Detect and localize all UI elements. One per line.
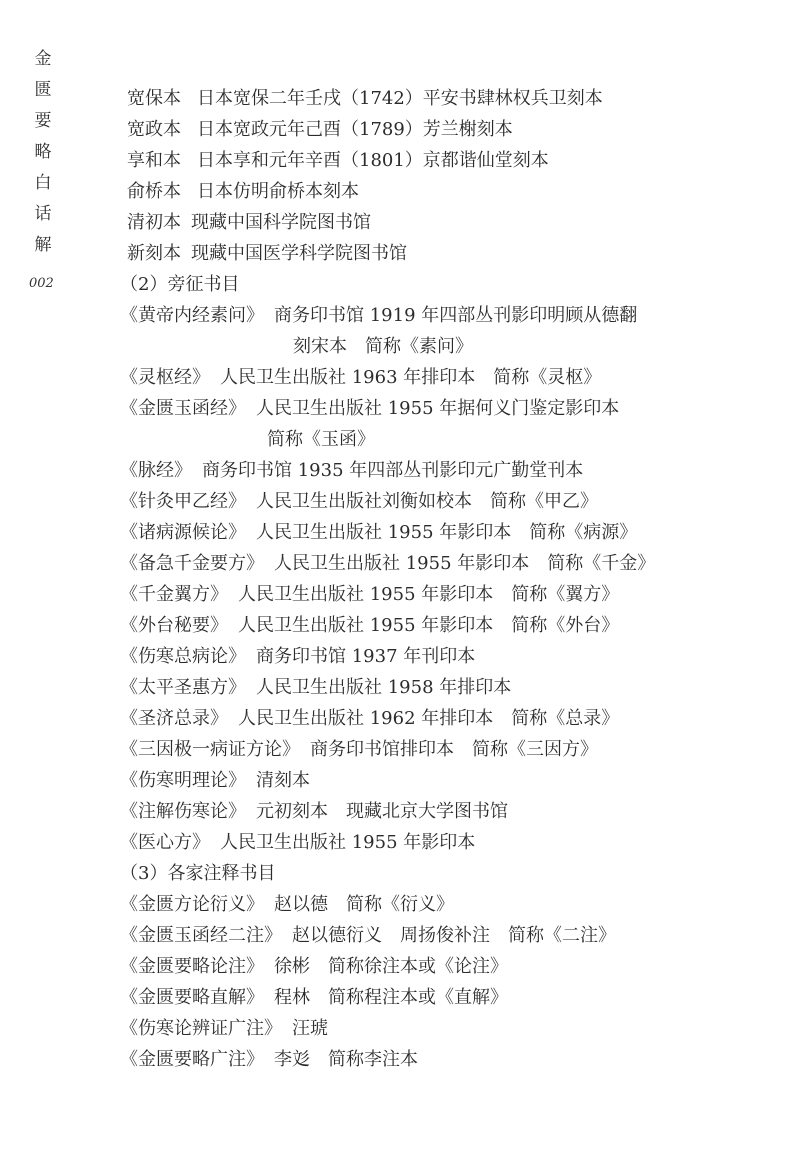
edition-desc: 日本仿明俞桥本刻本 — [197, 181, 359, 202]
book-desc: 人民卫生出版社 1955 年影印本 简称《外台》 — [238, 615, 620, 636]
edition-desc: 日本享和元年辛酉（1801）京都谐仙堂刻本 — [197, 150, 549, 171]
running-title-char: 略 — [34, 142, 52, 162]
reference-row — [120, 398, 619, 420]
book-title: 《黄帝内经素问》 — [120, 305, 264, 326]
book-desc: 赵以德衍义 周扬俊补注 简称《二注》 — [292, 925, 616, 946]
book-title: 《金匮要略论注》 — [120, 956, 264, 977]
edition-name: 俞桥本 — [127, 181, 181, 202]
edition-desc: 现藏中国医学科学院图书馆 — [191, 243, 407, 264]
section-heading: （3）各家注释书目 — [120, 863, 276, 884]
edition-name: 享和本 — [127, 150, 181, 171]
book-desc: 人民卫生出版社 1955 年据何义门鉴定影印本 — [256, 398, 620, 419]
book-title: 《灵枢经》 — [120, 367, 210, 388]
section-heading: （2）旁征书目 — [120, 274, 240, 295]
reference-row — [120, 987, 508, 1009]
reference-row — [120, 832, 475, 854]
reference-row — [120, 956, 508, 978]
reference-row — [120, 584, 619, 606]
running-title-char: 话 — [34, 204, 52, 224]
book-desc: 人民卫生出版社刘衡如校本 简称《甲乙》 — [256, 491, 598, 512]
book-title: 《备急千金要方》 — [120, 553, 264, 574]
edition-name: 新刻本 — [127, 243, 181, 264]
book-desc-continuation: 简称《玉函》 — [267, 429, 375, 450]
reference-row — [120, 522, 637, 544]
book-desc: 人民卫生出版社 1963 年排印本 简称《灵枢》 — [220, 367, 602, 388]
edition-row — [127, 181, 359, 203]
edition-row — [127, 150, 549, 172]
page-number: 002 — [29, 276, 54, 291]
reference-row — [120, 553, 655, 575]
book-title: 《金匮要略直解》 — [120, 987, 264, 1008]
book-desc: 李彣 简称李注本 — [274, 1049, 418, 1070]
reference-row — [120, 491, 598, 513]
reference-row — [120, 305, 637, 327]
edition-name: 宽保本 — [127, 88, 181, 109]
reference-row — [120, 367, 601, 389]
running-title-char: 要 — [34, 111, 52, 131]
book-desc: 清刻本 — [256, 770, 310, 791]
book-title: 《外台秘要》 — [120, 615, 228, 636]
book-desc: 人民卫生出版社 1958 年排印本 — [256, 677, 512, 698]
book-title: 《金匮玉函经》 — [120, 398, 246, 419]
book-title: 《圣济总录》 — [120, 708, 228, 729]
book-desc: 人民卫生出版社 1955 年影印本 简称《病源》 — [256, 522, 638, 543]
reference-row — [120, 925, 616, 947]
running-title-char: 金 — [34, 49, 52, 69]
book-desc: 赵以德 简称《衍义》 — [274, 894, 454, 915]
book-title: 《太平圣惠方》 — [120, 677, 246, 698]
book-title: 《脉经》 — [120, 460, 192, 481]
edition-name: 清初本 — [127, 212, 181, 233]
book-desc: 商务印书馆 1919 年四部丛刊影印明顾从德翻 — [274, 305, 638, 326]
reference-row — [120, 801, 508, 823]
book-desc: 元初刻本 现藏北京大学图书馆 — [256, 801, 508, 822]
edition-name: 宽政本 — [127, 119, 181, 140]
reference-row — [120, 739, 598, 761]
running-title-char: 匮 — [34, 80, 52, 100]
book-desc: 人民卫生出版社 1955 年影印本 简称《翼方》 — [238, 584, 620, 605]
book-desc: 人民卫生出版社 1962 年排印本 简称《总录》 — [238, 708, 620, 729]
book-title: 《金匮要略广注》 — [120, 1049, 264, 1070]
book-title: 《针灸甲乙经》 — [120, 491, 246, 512]
book-title: 《金匮玉函经二注》 — [120, 925, 282, 946]
edition-row — [127, 88, 603, 110]
book-title: 《金匮方论衍义》 — [120, 894, 264, 915]
book-title: 《医心方》 — [120, 832, 210, 853]
running-title-char: 解 — [34, 235, 52, 255]
reference-row — [120, 894, 454, 916]
book-title: 《伤寒明理论》 — [120, 770, 246, 791]
book-desc: 汪琥 — [292, 1018, 328, 1039]
book-desc: 人民卫生出版社 1955 年影印本 简称《千金》 — [274, 553, 656, 574]
reference-row — [120, 1049, 418, 1071]
reference-row — [120, 677, 511, 699]
book-desc: 商务印书馆排印本 简称《三因方》 — [310, 739, 598, 760]
edition-desc: 日本宽保二年壬戌（1742）平安书肆林权兵卫刻本 — [197, 88, 603, 109]
book-desc-continuation: 刻宋本 简称《素问》 — [293, 336, 473, 357]
edition-row — [127, 243, 407, 265]
book-title: 《注解伤寒论》 — [120, 801, 246, 822]
reference-row — [120, 646, 475, 668]
reference-row — [120, 1018, 328, 1040]
book-desc: 程林 简称程注本或《直解》 — [274, 987, 508, 1008]
book-desc: 商务印书馆 1935 年四部丛刊影印元广勤堂刊本 — [202, 460, 584, 481]
book-title: 《三因极一病证方论》 — [120, 739, 300, 760]
book-title: 《伤寒论辨证广注》 — [120, 1018, 282, 1039]
edition-desc: 日本宽政元年己酉（1789）芳兰榭刻本 — [197, 119, 513, 140]
book-desc: 徐彬 简称徐注本或《论注》 — [274, 956, 508, 977]
reference-row — [120, 708, 619, 730]
running-title — [30, 44, 56, 261]
reference-row — [120, 460, 583, 482]
edition-row — [127, 119, 513, 141]
edition-row — [127, 212, 371, 234]
book-desc: 商务印书馆 1937 年刊印本 — [256, 646, 476, 667]
book-title: 《伤寒总病论》 — [120, 646, 246, 667]
edition-desc: 现藏中国科学院图书馆 — [191, 212, 371, 233]
book-desc: 人民卫生出版社 1955 年影印本 — [220, 832, 476, 853]
reference-row — [120, 615, 619, 637]
running-title-char: 白 — [34, 173, 52, 193]
reference-row — [120, 770, 310, 792]
book-title: 《诸病源候论》 — [120, 522, 246, 543]
book-title: 《千金翼方》 — [120, 584, 228, 605]
